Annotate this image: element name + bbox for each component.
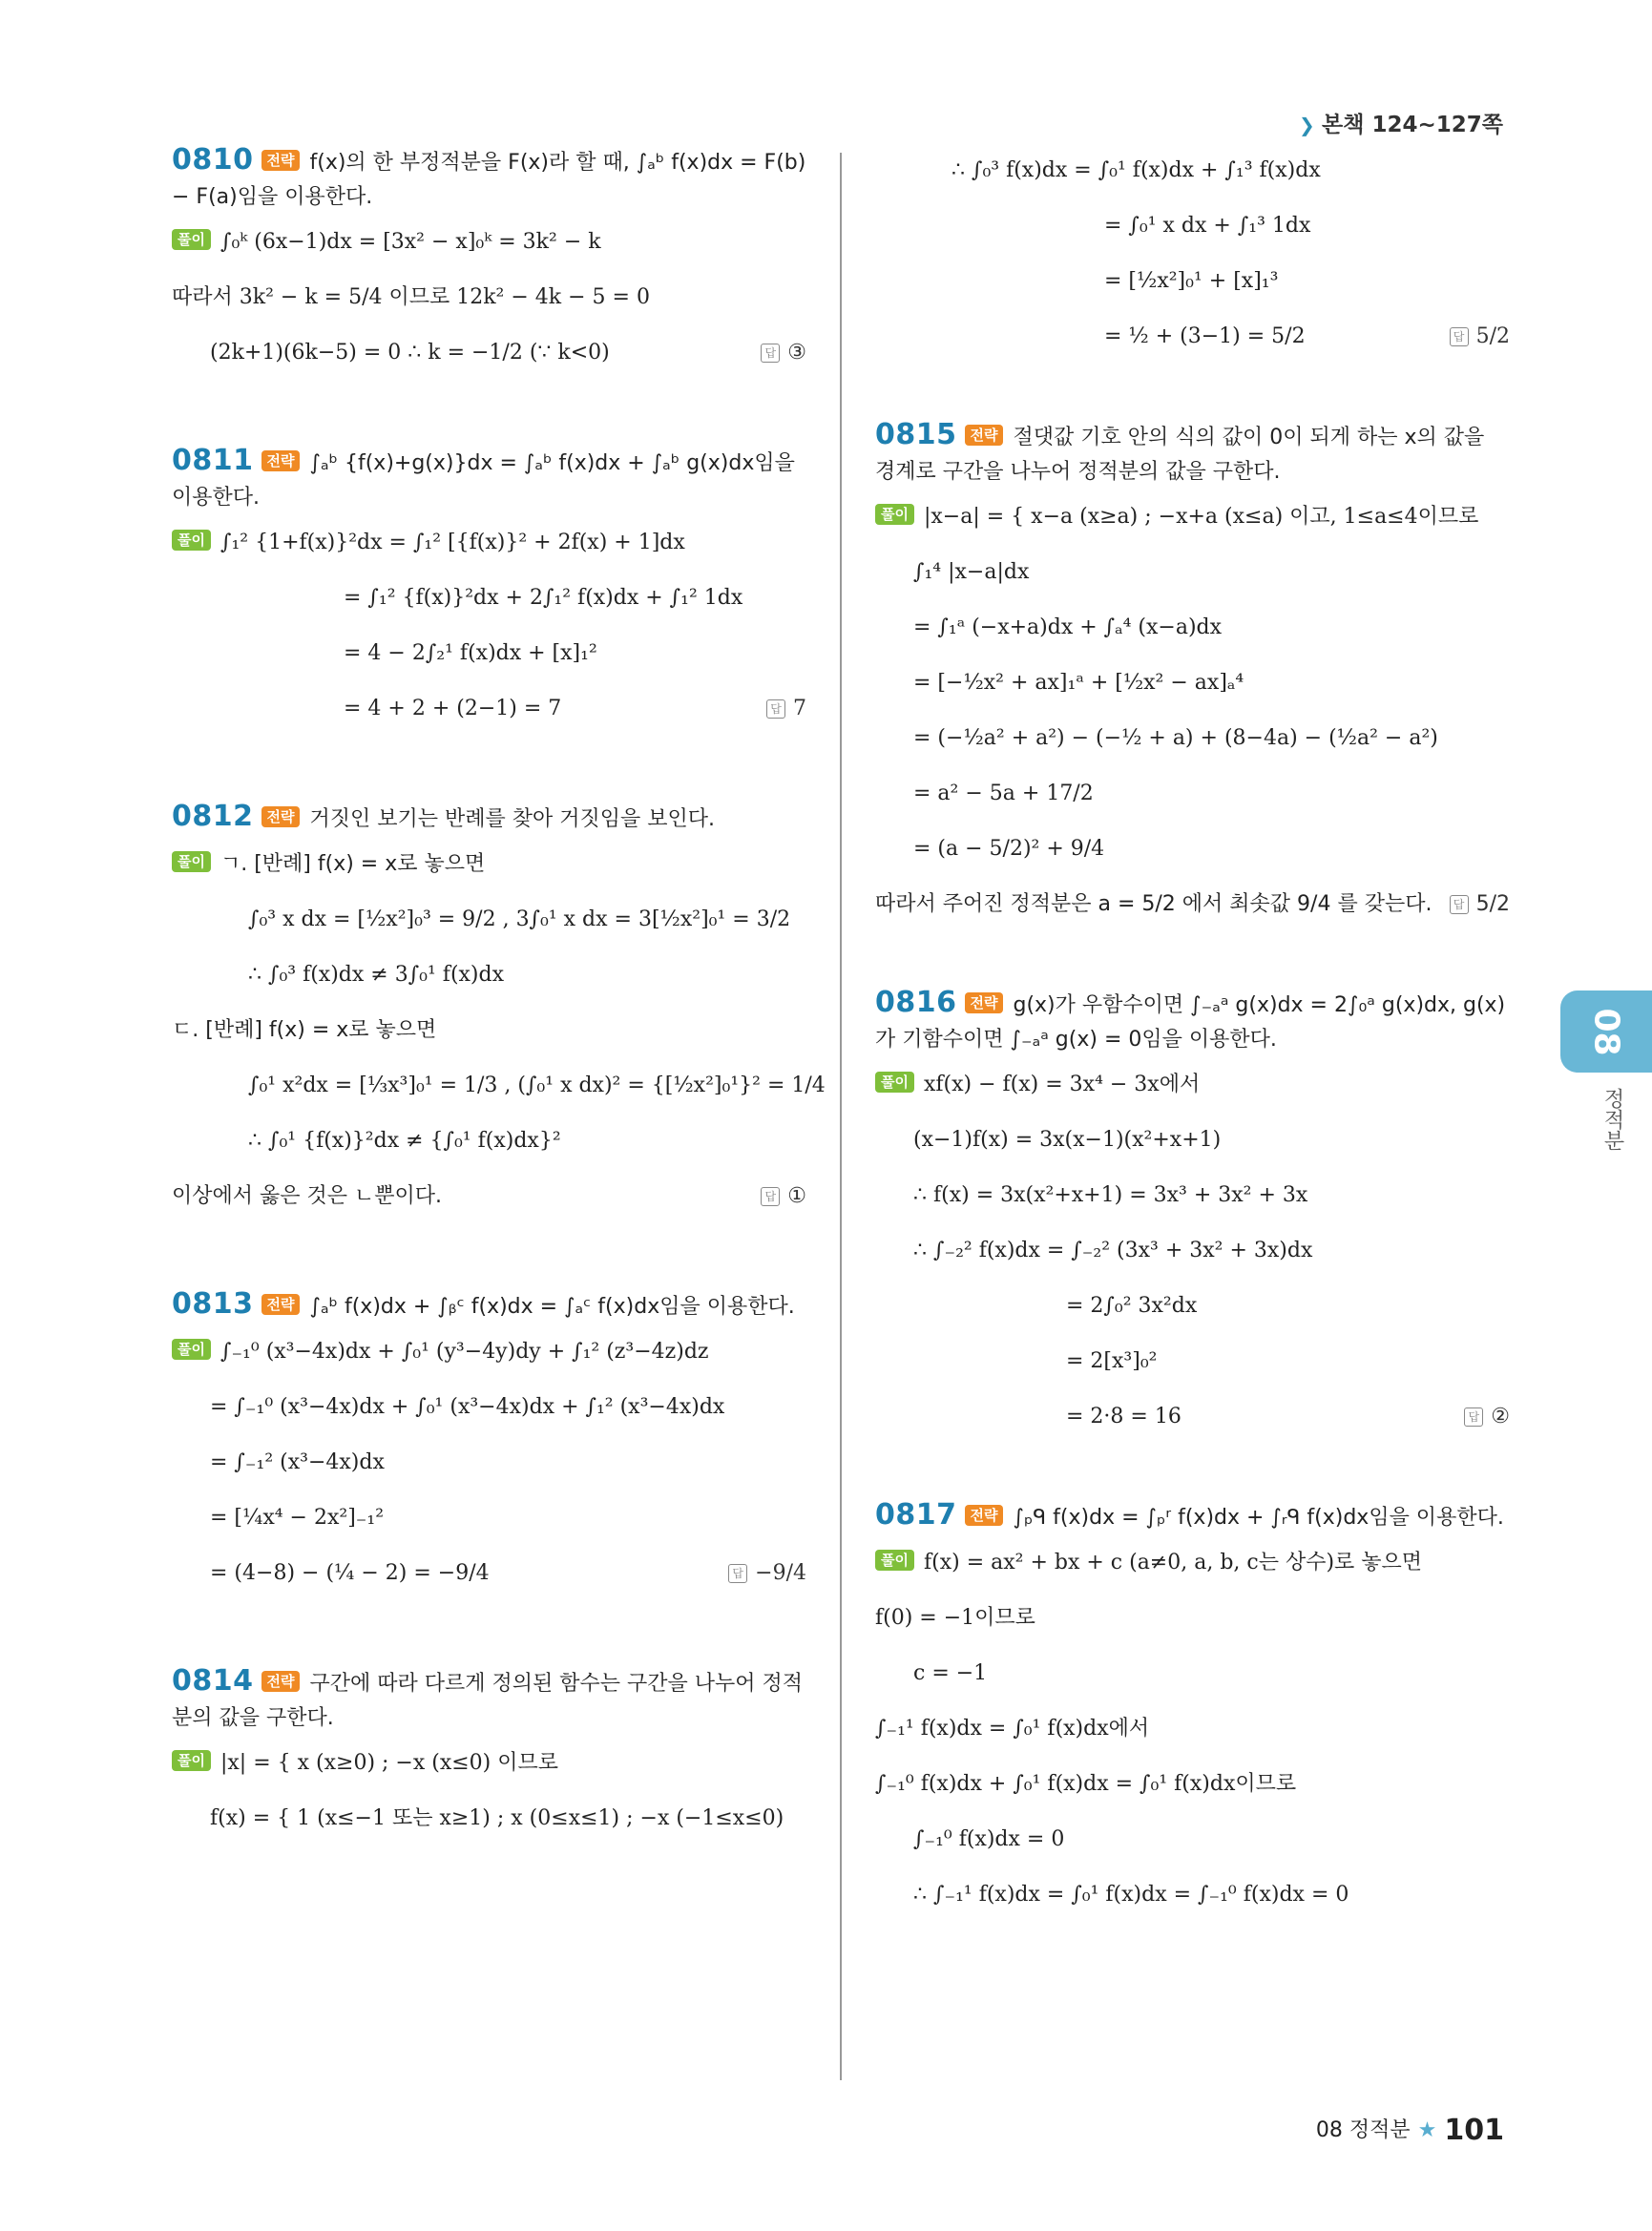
solution-line: ㄷ. [반례] f(x) = x로 놓으면 [172,1018,437,1042]
strategy-tag: 전략 [965,992,1004,1013]
problem-0816 [875,986,1510,1445]
solution-line: ∫₋₁⁰ (x³−4x)dx + ∫₀¹ (y³−4y)dy + ∫₁² (z³−4z)dz [220,1340,709,1364]
problem-number: 0811 [172,444,254,477]
solution-line: = [¼x⁴ − 2x²]₋₁² [210,1506,385,1530]
solution-line: |x| = { x (x≥0) ; −x (x≤0) 이므로 [220,1751,559,1775]
problem-0814 [172,1664,806,1846]
answer: 답 5/2 [1450,309,1510,365]
solution-line: = 4 − 2∫₂¹ f(x)dx + [x]₁² [344,641,597,665]
book-reference: ❯ 본책 124~127쪽 [1298,113,1503,137]
solution-line: = ½ + (3−1) = 5/2 [1104,324,1306,348]
solution-line: 이상에서 옳은 것은 ㄴ뿐이다. [172,1184,442,1208]
solution-line: = [½x²]₀¹ + [x]₁³ [1104,269,1279,293]
star-icon: ★ [1417,2118,1437,2142]
solution-line: = 2∫₀² 3x²dx [1066,1294,1198,1318]
problem-0811 [172,444,806,737]
solution-line: = (4−8) − (¼ − 2) = −9/4 [210,1561,490,1585]
solution-line: f(0) = −1이므로 [875,1606,1035,1630]
solution-line: ∴ ∫₋₁¹ f(x)dx = ∫₀¹ f(x)dx = ∫₋₁⁰ f(x)dx = 0 [913,1883,1349,1907]
strategy-text: f(x)의 한 부정적분을 F(x)라 할 때, ∫ₐᵇ f(x)dx = F(b) − F(a)임을 이용한다. [172,151,806,209]
strategy-text: ∫ₐᵇ {f(x)+g(x)}dx = ∫ₐᵇ f(x)dx + ∫ₐᵇ g(x)dx임을 이용한다. [172,451,795,510]
right-column [875,143,1510,1976]
solution-tag: 풀이 [172,1750,211,1771]
solution-line: ㄱ. [반례] f(x) = x로 놓으면 [220,852,486,876]
solution-line: ∫₁² {1+f(x)}²dx = ∫₁² [{f(x)}² + 2f(x) + 1]dx [220,531,685,554]
solution-line: |x−a| = { x−a (x≥a) ; −x+a (x≤a) 이고, 1≤a≤4이므로 [923,505,1479,529]
answer: 답 ① [761,1169,806,1224]
strategy-text: g(x)가 우함수이면 ∫₋ₐᵃ g(x)dx = 2∫₀ᵃ g(x)dx, g(x)가 기함수이면 ∫₋ₐᵃ g(x) = 0임을 이용한다. [875,993,1506,1052]
left-column [172,143,826,1909]
solution-line: ∫₀³ x dx = [½x²]₀³ = 9/2 , 3∫₀¹ x dx = 3[½x²]₀¹ = 3/2 [248,907,791,931]
answer-icon: 답 [766,699,785,719]
answer-icon: 답 [1464,1407,1483,1427]
answer-icon: 답 [728,1564,747,1583]
solution-line: = ∫₋₁⁰ (x³−4x)dx + ∫₀¹ (x³−4x)dx + ∫₁² (x³−4x)dx [210,1395,725,1419]
problem-number: 0810 [172,143,254,177]
solution-line: f(x) = ax² + bx + c (a≠0, a, b, c는 상수)로 놓으면 [923,1551,1423,1574]
solution-line: f(x) = { 1 (x≤−1 또는 x≥1) ; x (0≤x≤1) ; −x (−1≤x≤0) [210,1806,784,1830]
solution-line: = ∫₁² {f(x)}²dx + 2∫₁² f(x)dx + ∫₁² 1dx [344,586,743,610]
solution-line: = 4 + 2 + (2−1) = 7 [344,697,562,720]
solution-line: ∴ ∫₋₂² f(x)dx = ∫₋₂² (3x³ + 3x² + 3x)dx [913,1239,1313,1262]
answer-icon: 답 [761,344,780,363]
strategy-text: 구간에 따라 다르게 정의된 함수는 구간을 나누어 정적분의 값을 구한다. [172,1672,803,1730]
answer: 답 ③ [761,325,806,381]
problem-number: 0813 [172,1287,254,1321]
solution-line: ∫₋₁⁰ f(x)dx = 0 [913,1827,1065,1851]
problem-number: 0816 [875,986,957,1019]
problem-number: 0817 [875,1498,957,1532]
answer-icon: 답 [1450,895,1469,914]
problem-0815 [875,418,1510,932]
solution-line: ∫₋₁¹ f(x)dx = ∫₀¹ f(x)dx에서 [875,1717,1150,1741]
solution-tag: 풀이 [172,1339,211,1360]
solution-line: (2k+1)(6k−5) = 0 ∴ k = −1/2 (∵ k<0) [210,341,610,365]
strategy-tag: 전략 [261,1671,301,1692]
strategy-text: ∫ₐᵇ f(x)dx + ∫ᵦᶜ f(x)dx = ∫ₐᶜ f(x)dx임을 이용한다. [309,1295,795,1319]
solution-line: = (−½a² + a²) − (−½ + a) + (8−4a) − (½a² − a²) [913,726,1438,750]
strategy-text: 거짓인 보기는 반례를 찾아 거짓임을 보인다. [309,807,715,831]
page-number: 101 [1444,2114,1504,2147]
solution-line: ∫₁⁴ |x−a|dx [913,560,1030,584]
solution-line: ∴ f(x) = 3x(x²+x+1) = 3x³ + 3x² + 3x [913,1183,1308,1207]
solution-line: ∫₀ᵏ (6x−1)dx = [3x² − x]₀ᵏ = 3k² − k [220,230,601,254]
problem-number: 0812 [172,800,254,833]
answer: 답 5/2 [1450,877,1510,932]
footer-chapter: 08 정적분 [1315,2118,1411,2142]
solution-line: ∴ ∫₀³ f(x)dx = ∫₀¹ f(x)dx + ∫₁³ f(x)dx [951,158,1321,182]
arrow-icon: ❯ [1298,114,1315,136]
problem-0817 [875,1498,1510,1923]
strategy-tag: 전략 [261,450,301,471]
answer: 답 ② [1464,1389,1510,1445]
solution-line: 따라서 3k² − k = 5/4 이므로 12k² − 4k − 5 = 0 [172,285,650,309]
solution-tag: 풀이 [172,229,211,250]
strategy-tag: 전략 [965,425,1004,446]
column-divider [840,153,842,2080]
solution-line: = (a − 5/2)² + 9/4 [913,837,1105,861]
solution-line: ∴ ∫₀¹ {f(x)}²dx ≠ {∫₀¹ f(x)dx}² [248,1129,561,1153]
chapter-tab-label: 정적분 [1600,1088,1624,1151]
solution-line: xf(x) − f(x) = 3x⁴ − 3x에서 [923,1073,1201,1096]
answer-icon: 답 [1450,327,1469,346]
chapter-tab: 08 [1560,990,1652,1073]
solution-tag: 풀이 [875,1550,914,1571]
problem-0813 [172,1287,806,1601]
problem-0812 [172,800,826,1224]
solution-line: = 2·8 = 16 [1066,1405,1181,1428]
solution-line: 따라서 주어진 정적분은 a = 5/2 에서 최솟값 9/4 를 갖는다. [875,892,1432,916]
solution-line: = ∫₁ᵃ (−x+a)dx + ∫ₐ⁴ (x−a)dx [913,615,1223,639]
answer: 답 −9/4 [728,1546,806,1601]
solution-line: ∫₋₁⁰ f(x)dx + ∫₀¹ f(x)dx = ∫₀¹ f(x)dx이므로 [875,1772,1297,1796]
strategy-text: 절댓값 기호 안의 식의 값이 0이 되게 하는 x의 값을 경계로 구간을 나누어 정적분의 값을 구한다. [875,426,1485,484]
page-footer [1316,2114,1504,2147]
solution-line: = ∫₋₁² (x³−4x)dx [210,1450,385,1474]
solution-line: = a² − 5a + 17/2 [913,782,1094,805]
strategy-text: ∫ₚᑫ f(x)dx = ∫ₚʳ f(x)dx + ∫ᵣᑫ f(x)dx임을 이용한다. [1013,1506,1504,1530]
problem-0814-continued [875,143,1510,365]
problem-number: 0815 [875,418,957,451]
solution-line: = ∫₀¹ x dx + ∫₁³ 1dx [1104,214,1311,238]
solution-line: ∫₀¹ x²dx = [⅓x³]₀¹ = 1/3 , (∫₀¹ x dx)² = {[½x²]₀¹}² = 1/4 [248,1074,826,1097]
solution-line: ∴ ∫₀³ f(x)dx ≠ 3∫₀¹ f(x)dx [248,963,505,987]
solution-tag: 풀이 [875,1072,914,1093]
strategy-tag: 전략 [261,150,301,171]
strategy-tag: 전략 [965,1505,1004,1526]
solution-line: (x−1)f(x) = 3x(x−1)(x²+x+1) [913,1128,1222,1152]
solution-tag: 풀이 [172,851,211,872]
solution-line: = [−½x² + ax]₁ᵃ + [½x² − ax]ₐ⁴ [913,671,1244,695]
answer-icon: 답 [761,1187,780,1206]
answer: 답 7 [766,681,806,737]
solution-tag: 풀이 [875,504,914,525]
problem-0810 [172,143,806,381]
problem-number: 0814 [172,1664,254,1698]
strategy-tag: 전략 [261,806,301,827]
solution-tag: 풀이 [172,530,211,551]
solution-line: = 2[x³]₀² [1066,1349,1158,1373]
strategy-tag: 전략 [261,1294,301,1315]
solution-line: c = −1 [913,1661,988,1685]
